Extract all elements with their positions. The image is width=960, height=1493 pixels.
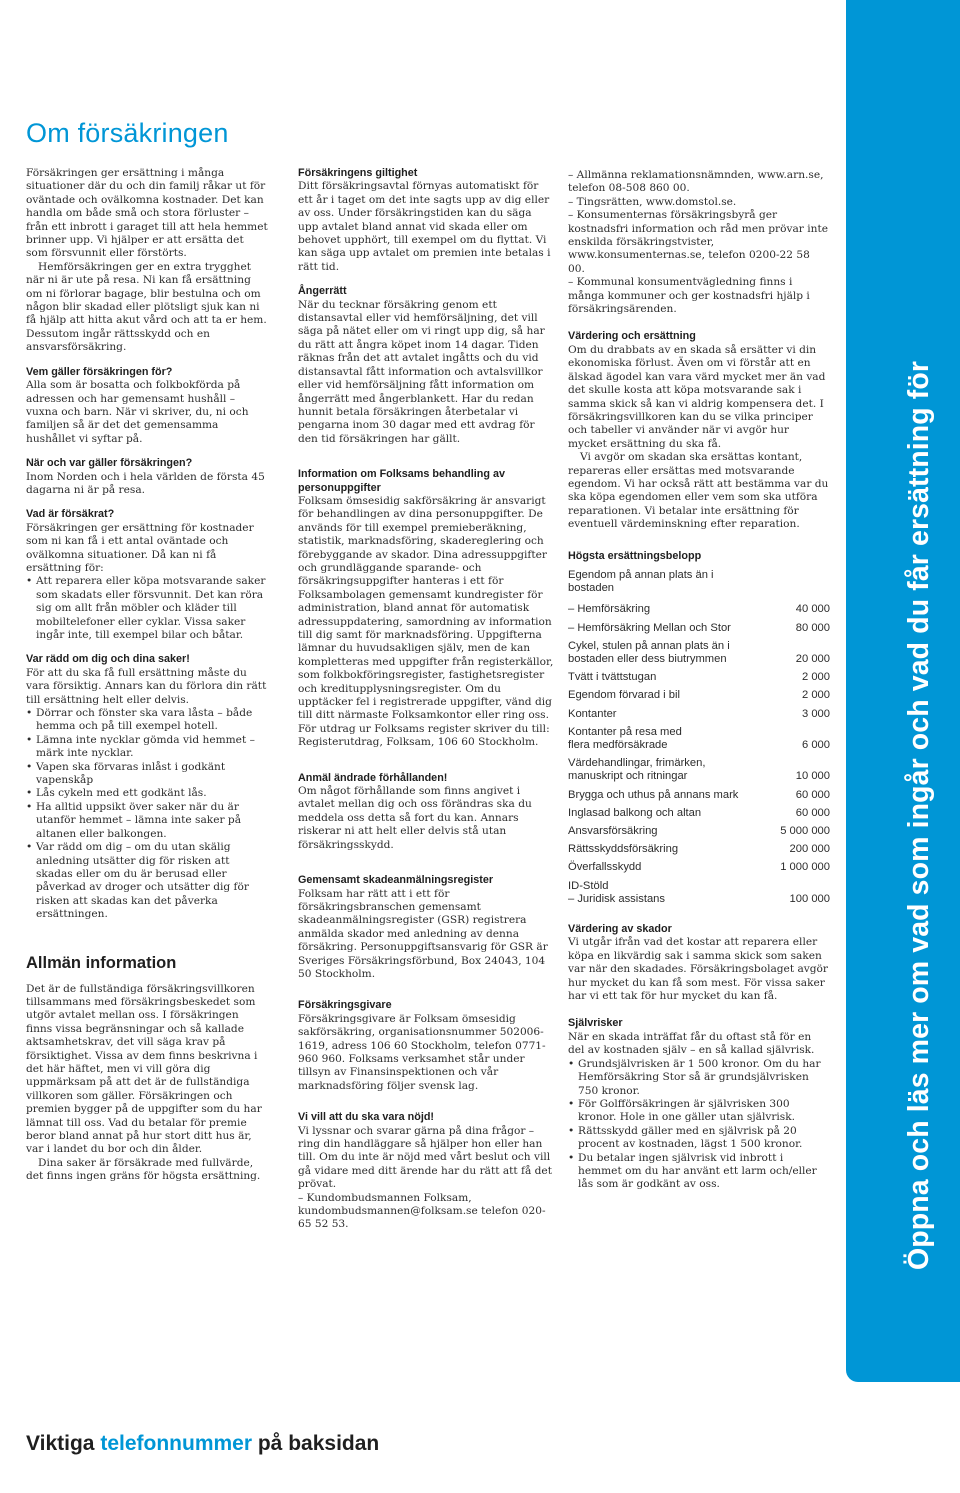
row-value: 1 000 000	[780, 861, 830, 874]
row-label: – Hemförsäkring Mellan och Stor	[568, 621, 731, 634]
paragraph-what-insured: Försäkringen ger ersättning för kostnader som ni kan få i ett antal oväntade och ovälkomna situationer. Då kan ni få ersättning för:	[26, 521, 254, 574]
heading-general-info: Allmän information	[26, 953, 177, 972]
heading-valuation: Värdering och ersättning	[568, 330, 696, 343]
intro-paragraph-travel: Hemförsäkringen ger en extra trygghet när ni är ute på resa. Ni kan få ersättning om ni förlorar bagage, blir bestulna och om någon blir skadad eller plötsligt sjuk kan ni få hjälp att hitta akut vård och att ta er hem. Dessutom ingår rättsskydd och en ansvarsförsäkring.	[26, 260, 267, 354]
row-label: Överfallsskydd	[568, 861, 642, 874]
row-label: ID-Stöld – Juridisk assistans	[568, 879, 665, 905]
take-care-list	[26, 707, 268, 922]
row-value: 3 000	[802, 707, 830, 720]
footer-word-1: Viktiga	[26, 1432, 95, 1455]
table-row	[568, 706, 830, 724]
table-row	[568, 601, 830, 619]
side-banner-text: Öppna och läs mer om vad som ingår och vad du får ersättning för	[903, 360, 935, 1270]
paragraph-validity: Ditt försäkringsavtal förnyas automatiskt för ett år i taget om det inte sagts upp av dig eller av oss. Under försäkringstiden kan du säga upp avtalet bland annat vid skada eller om behovet upphört, till exempel om du flyttat. Vi kan säga upp avtalet om premien inte betalas i rätt tid.	[298, 180, 551, 273]
row-label: Brygga och uthus på annans mark	[568, 788, 739, 801]
row-label: Inglasad balkong och altan	[568, 806, 702, 819]
heading-who: Vem gäller försäkringen för?	[26, 365, 173, 378]
paragraph-who: Alla som är bosatta och folkbokförda på adressen och har gemensamt hushåll – vuxna och barn. När vi skriver, du, ni och familjen så är det det gemensamma hushållet vi syftar på.	[26, 379, 249, 445]
deductibles-list	[568, 1058, 830, 1192]
table-row	[568, 823, 830, 841]
paragraph-personal-data: Folksam ömsesidig sakförsäkring är ansvarigt för behandlingen av dina personuppgifter. De används för till exempel premieberäkning, statistik, marknadsföring, skadereglering och förebyggande av skador. Dina adressuppgifter och grundläggande sparande- och försäkringsuppgifter hanteras i ett för Folksambolagen gemensamt kundregister för administration, bland annat för automatisk adressuppdatering, samordning av information till dig samt för marknadsföring. Uppgifterna lämnar du huvudsakligen själv, men de kan kompletteras med uppgifter från registerkällor, som folkbokföringsregister, fastighetsregister och kreditupplysningsregister. Om du upptäcker fel i registrerade uppgifter, vänd dig till ditt närmaste Folksamkontor eller ring oss. För utdrag ur Folksams register skriver du till: Registerutdrag, Folksam, 106 60 Stockholm.	[298, 494, 554, 749]
row-value: 40 000	[795, 603, 830, 616]
row-value: 100 000	[789, 892, 830, 905]
row-value: 200 000	[789, 843, 830, 856]
heading-deductibles: Självrisker	[568, 1017, 623, 1030]
row-label: Cykel, stulen på annan plats än i bostaden eller dess biutrymmen	[568, 639, 730, 665]
paragraph-changed-circumstances: Om något förhållande som finns angivet i avtalet mellan dig och oss förändras ska du meddela oss detta så fort du kan. Annars riskerar ni att helt eller delvis stå utan försäkringsskydd.	[298, 785, 532, 851]
intro-paragraph: Försäkringen ger ersättning i många situationer där du och din familj råkar ut för oväntade och ovälkomna kostnader. Det kan handla om både små och stora förluster – från ett inbrott i garaget till att hela hemmet brinner upp. Vi hjälper er att ersätta det som försvunnit eller förstörts.	[26, 167, 268, 260]
table-row	[568, 724, 830, 755]
row-value: 80 000	[795, 621, 830, 634]
row-value: 60 000	[795, 788, 830, 801]
column-left	[26, 167, 268, 1184]
heading-changed-circumstances: Anmäl ändrade förhållanden!	[298, 771, 448, 784]
table-row	[568, 755, 830, 786]
paragraph-insurer: Försäkringsgivare är Folksam ömsesidig sakförsäkring, organisationsnummer 502006-1619, adress 106 60 Stockholm, telefon 0771-960 960. Folksams verksamhet står under tillsyn av Finansinspektionen och vår marknadsföring följer svensk lag.	[298, 1012, 546, 1092]
row-label: Egendom förvarad i bil	[568, 689, 680, 702]
paragraph-full-value: Dina saker är försäkrade med fullvärde, det finns ingen gräns för högsta ersättning.	[26, 1156, 261, 1183]
heading-validity: Försäkringens giltighet	[298, 167, 418, 179]
list-item: • Vapen ska förvaras inlåst i godkänt vapenskåp	[26, 761, 268, 788]
paragraph-when-where: Inom Norden och i hela världen de första 45 dagarna ni är på resa.	[26, 470, 265, 496]
heading-claims-register: Gemensamt skadeanmälningsregister	[298, 874, 494, 887]
row-value: 10 000	[795, 770, 830, 783]
row-label: – Hemförsäkring	[568, 603, 651, 616]
paragraph-claims-register: Folksam har rätt att i ett för försäkringsbranschen gemensamt skadeanmälningsregister (GSR) registrera anmälda skador med anledning av denna försäkring. Personuppgiftsansvarig för GSR är Sveriges Försäkringsförbund, Box 24043, 104 50 Stockholm.	[298, 887, 548, 980]
paragraph-valuation: Om du drabbats av en skada så ersätter vi din ekonomiska förlust. Även om vi förstår att en älskad ägodel kan vara värd mycket mer än vad det skulle kosta att köpa motsvarande sak i samma skick så kan vi aldrig kompensera det. I försäkringsvillkoren kan du se vilka principer och tabeller vi använder när vi avgör hur mycket ersättning du ska få.	[568, 343, 826, 450]
list-item: • Ha alltid uppsikt över saker när du är utanför hemmet – lämna inte saker på altanen eller balkongen.	[26, 801, 268, 841]
page-title: Om försäkringen	[26, 118, 229, 148]
heading-insurer: Försäkringsgivare	[298, 999, 392, 1012]
list-item: • Var rädd om dig – om du utan skälig anledning utsätter dig för risken att skadas eller om du är berusad eller påverkad av droger och utsätter dig för risken att skadas kan det påverka ersättningen.	[26, 841, 268, 921]
heading-satisfaction: Vi vill att du ska vara nöjd!	[298, 1111, 435, 1124]
table-row	[568, 638, 830, 669]
list-item: • Lås cykeln med ett godkänt lås.	[26, 787, 268, 800]
row-value: 2 000	[802, 671, 830, 684]
table-row	[568, 878, 830, 909]
list-item: • För Golfförsäkringen är självrisken 300 kronor. Hole in one gäller utan självrisk.	[568, 1098, 830, 1125]
footer-note	[26, 1432, 379, 1456]
paragraph-right-of-withdrawal: När du tecknar försäkring genom ett distansavtal eller vid hemförsäljning, det vill säga på nätet eller om vi ringt upp dig, så har du rätt att ångra köpet inom 14 dagar. Tiden räknas från det att avtalet ingåtts och du vid distansavtal fått information och avtalsvillkor eller vid hemförsäljning fått information om ångerrätt med ångerblankett. Har du redan hunnit betala försäkringen återbetalar vi pengarna inom 30 dagar med ett avdrag för den tid försäkringen har gällt.	[298, 298, 545, 445]
paragraph-valuation-2: Vi avgör om skadan ska ersättas kontant, repareras eller ersättas med motsvarande egendom. Vi har också rätt att bestämma var du ska köpa egendomen eller vem som ska utföra reparationen. Vi betalar inte ersättning för eventuell värdeminskning efter reparation.	[568, 451, 829, 531]
footer-word-3: på baksidan	[257, 1432, 380, 1455]
row-value: 5 000 000	[780, 825, 830, 838]
heading-when-where: När och var gäller försäkringen?	[26, 457, 193, 470]
table-row	[568, 669, 830, 687]
paragraph-contacts: – Allmänna reklamationsnämnden, www.arn.se, telefon 08-508 860 00. – Tingsrätten, www.domstol.se. – Konsumenternas försäkringsbyrå ger kostnadsfri information och råd men prövar inte enskilda försäkringstvister, www.konsumenternas.se, telefon 0200-22 58 00. – Kommunal konsumentvägledning finns i många kommuner och ger kostnadsfri hjälp i försäkringsärenden.	[568, 169, 828, 316]
list-item: • Att reparera eller köpa motsvarande saker som skadats eller försvunnit. Det kan röra sig om allt från möbler och kläder till mobiltelefoner eller cyklar. Vissa saker ingår inte, till exempel bilar och båtar.	[26, 575, 268, 642]
list-item: • Du betalar ingen självrisk vid inbrott i hemmet om du har använt ett larm och/eller lås som är godkänt av oss.	[568, 1152, 830, 1192]
row-label: Värdehandlingar, frimärken, manuskript och ritningar	[568, 757, 706, 783]
row-label: Kontanter	[568, 707, 617, 720]
list-item: • Lämna inte nycklar gömda vid hemmet – märk inte nycklar.	[26, 734, 268, 761]
row-value: 20 000	[795, 652, 830, 665]
paragraph-ombudsman: – Kundombudsmannen Folksam, kundombudsmannen@folksam.se telefon 020-65 52 53.	[298, 1191, 546, 1231]
table-row	[568, 787, 830, 805]
heading-what-insured: Vad är försäkrat?	[26, 508, 115, 521]
heading-take-care: Var rädd om dig och dina saker!	[26, 653, 190, 666]
heading-personal-data: Information om Folksams behandling av personuppgifter	[298, 468, 505, 494]
column-right	[568, 169, 830, 1192]
table-row	[568, 567, 830, 601]
row-label: Tvätt i tvättstugan	[568, 671, 657, 684]
table-row	[568, 805, 830, 823]
what-insured-list	[26, 575, 268, 642]
compensation-table	[568, 567, 830, 909]
row-value: 60 000	[795, 806, 830, 819]
paragraph-general-info: Det är de fullständiga försäkringsvillkoren tillsammans med försäkringsbeskedet som utgör avtalet mellan oss. I försäkringen finns vissa begränsningar och så kallade aktsamhetskrav, det vill säga krav på försiktighet. Vissa av dem finns beskrivna i det här häftet, men vi vill göra dig uppmärksam på att det är de fullständiga villkoren som gäller. Försäkringen och premien bygger på de uppgifter som du har lämnat till oss. Vad du betalar för premie beror bland annat på hur stort ditt hus är, var i landet du bor och din ålder.	[26, 982, 262, 1156]
table-intro: Egendom på annan plats än i bostaden	[568, 568, 714, 595]
heading-damage-valuation: Värdering av skador	[568, 923, 672, 936]
row-label: Ansvarsförsäkring	[568, 825, 658, 838]
heading-right-of-withdrawal: Ångerrätt	[298, 285, 347, 298]
footer-word-2: telefonnummer	[100, 1432, 253, 1455]
paragraph-deductibles: När en skada inträffat får du oftast stå för en del av kostnaden själv – en så kallad självrisk.	[568, 1030, 815, 1057]
paragraph-damage-valuation: Vi utgår ifrån vad det kostar att reparera eller köpa en likvärdig sak i samma skick som saken var när den skadades. Försäkringsbolaget avgör hur mycket du kan få som mest. För vissa saker har vi ett tak för hur mycket du kan få.	[568, 936, 828, 1003]
list-item: • Rättsskydd gäller med en självrisk på 20 procent av kostnaden, lägst 1 500 kronor.	[568, 1125, 830, 1152]
table-row	[568, 841, 830, 859]
table-row	[568, 859, 830, 877]
heading-max-compensation: Högsta ersättningsbelopp	[568, 549, 702, 562]
row-value: 2 000	[802, 689, 830, 702]
row-value: 6 000	[802, 739, 830, 751]
row-label: Rättsskyddsförsäkring	[568, 843, 679, 856]
list-item: • Grundsjälvrisken är 1 500 kronor. Om du har Hemförsäkring Stor så är grundsjälvrisken 750 kronor.	[568, 1058, 830, 1098]
table-row	[568, 687, 830, 705]
column-middle	[298, 167, 554, 1232]
table-row	[568, 620, 830, 638]
list-item: • Dörrar och fönster ska vara låsta – både hemma och på till exempel hotell.	[26, 707, 268, 734]
paragraph-satisfaction: Vi lyssnar och svarar gärna på dina frågor – ring din handläggare så hjälper hon eller han till. Om du inte är nöjd med vårt beslut och vill gå vidare med ditt ärende har du rätt att få det prövat.	[298, 1124, 552, 1191]
row-label: Kontanter på resa med flera medförsäkrade	[568, 725, 682, 751]
paragraph-take-care: För att du ska få full ersättning måste du vara försiktig. Annars kan du förlora din rätt till ersättning helt eller delvis.	[26, 666, 267, 706]
